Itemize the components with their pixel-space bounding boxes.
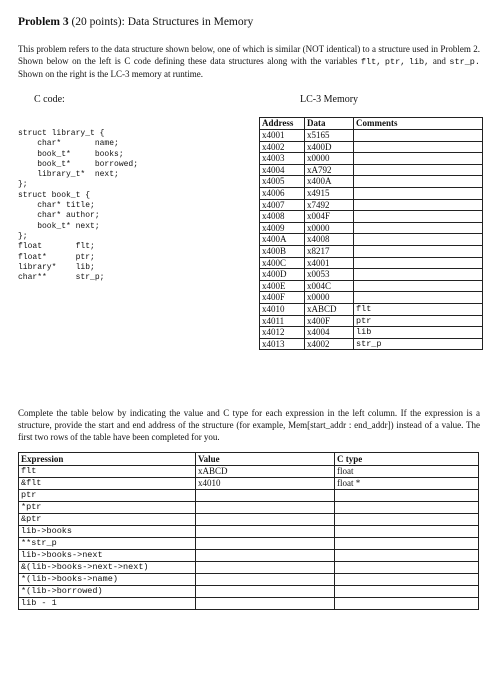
memory-data-cell: x0000: [305, 292, 354, 304]
expression-row: [19, 598, 479, 610]
memory-row: [260, 234, 483, 246]
memory-row: [260, 164, 483, 176]
memory-data-cell: x4915: [305, 187, 354, 199]
problem-points: (20 points):: [71, 16, 125, 28]
memory-comment-cell: [354, 176, 483, 188]
ctype-cell[interactable]: [335, 502, 479, 514]
memory-row: [260, 245, 483, 257]
memory-address-cell: x4008: [260, 211, 305, 223]
ctype-cell[interactable]: [335, 526, 479, 538]
memory-header-row: [260, 118, 483, 130]
code-line: struct library_t {: [18, 129, 105, 138]
memory-comment-cell: [354, 234, 483, 246]
instructions-paragraph: Complete the table below by indicating the value and C type for each expression in the left column. If the expression is a structure, provide the start and end address of the structure (for example, Mem[start_addr : end_addr]) instead of a value. The first two rows of the table have been completed for you.: [18, 408, 480, 442]
memory-data-cell: x0000: [305, 153, 354, 165]
memory-address-cell: x4009: [260, 222, 305, 234]
memory-comment-cell: [354, 280, 483, 292]
memory-header-data: Data: [305, 118, 354, 130]
expression-cell: **str_p: [19, 538, 196, 550]
memory-comment-cell: [354, 245, 483, 257]
memory-row: [260, 211, 483, 223]
memory-address-cell: x4002: [260, 141, 305, 153]
expression-cell: *(lib->borrowed): [19, 586, 196, 598]
memory-comment-cell: [354, 187, 483, 199]
memory-address-cell: x400B: [260, 245, 305, 257]
ctype-cell[interactable]: [335, 586, 479, 598]
ctype-header: C type: [335, 453, 479, 466]
memory-data-cell: x0000: [305, 222, 354, 234]
memory-data-cell: x400F: [305, 315, 354, 327]
expression-row: [19, 514, 479, 526]
expression-cell: *ptr: [19, 502, 196, 514]
memory-data-cell: x4001: [305, 257, 354, 269]
memory-row: [260, 187, 483, 199]
code-line: char* title;: [18, 201, 95, 211]
code-line: float* ptr;: [18, 252, 95, 262]
memory-data-cell: x7492: [305, 199, 354, 211]
value-cell[interactable]: [196, 526, 335, 538]
expression-cell: lib - 1: [19, 598, 196, 610]
value-cell[interactable]: [196, 586, 335, 598]
problem-number: Problem 3: [18, 16, 69, 28]
ctype-cell[interactable]: [335, 514, 479, 526]
memory-address-cell: x4003: [260, 153, 305, 165]
memory-address-cell: x4001: [260, 130, 305, 142]
expression-cell: &flt: [19, 478, 196, 490]
expression-cell: &ptr: [19, 514, 196, 526]
ctype-cell[interactable]: [335, 538, 479, 550]
var-ptr: ptr,: [384, 57, 406, 67]
memory-data-cell: x4002: [305, 338, 354, 350]
memory-data-cell: x4008: [305, 234, 354, 246]
memory-row: [260, 141, 483, 153]
var-lib: lib,: [408, 57, 430, 67]
memory-data-cell: x4004: [305, 327, 354, 339]
memory-comment-cell: flt: [354, 303, 483, 315]
memory-header-comments: Comments: [354, 118, 483, 130]
memory-comment-cell: [354, 292, 483, 304]
memory-address-cell: x4010: [260, 303, 305, 315]
expression-row: [19, 490, 479, 502]
memory-comment-cell: str_p: [354, 338, 483, 350]
memory-header-address: Address: [260, 118, 305, 130]
intro-and: and: [432, 56, 446, 66]
value-cell[interactable]: [196, 598, 335, 610]
memory-row: [260, 327, 483, 339]
memory-comment-cell: [354, 199, 483, 211]
memory-address-cell: x400C: [260, 257, 305, 269]
expression-row: [19, 538, 479, 550]
code-line: char* author;: [18, 211, 100, 221]
expression-row: [19, 478, 479, 490]
memory-table: [259, 117, 483, 350]
memory-comment-cell: lib: [354, 327, 483, 339]
code-line: book_t* next;: [18, 221, 100, 231]
code-line: float flt;: [18, 242, 95, 252]
memory-row: [260, 303, 483, 315]
code-line: library* lib;: [18, 262, 95, 272]
memory-data-cell: x400D: [305, 141, 354, 153]
value-cell[interactable]: [196, 550, 335, 562]
memory-data-cell: xA792: [305, 164, 354, 176]
value-cell[interactable]: [196, 514, 335, 526]
memory-address-cell: x400A: [260, 234, 305, 246]
ctype-cell[interactable]: [335, 562, 479, 574]
expression-cell: ptr: [19, 490, 196, 502]
expression-row: [19, 466, 479, 478]
memory-row: [260, 153, 483, 165]
expression-table: [18, 452, 479, 610]
expression-row: [19, 550, 479, 562]
expression-row: [19, 502, 479, 514]
expression-cell: &(lib->books->next->next): [19, 562, 196, 574]
memory-data-cell: x8217: [305, 245, 354, 257]
expression-cell: lib->books->next: [19, 550, 196, 562]
expression-row: [19, 526, 479, 538]
expression-row: [19, 586, 479, 598]
ctype-cell[interactable]: [335, 598, 479, 610]
memory-row: [260, 199, 483, 211]
memory-row: [260, 269, 483, 281]
memory-row: [260, 315, 483, 327]
memory-address-cell: x400E: [260, 280, 305, 292]
code-line: };: [18, 231, 28, 241]
ctype-cell[interactable]: float: [335, 466, 479, 478]
intro-text-end: Shown on the right is the LC-3 memory at runtime.: [18, 69, 203, 79]
code-line: struct book_t {: [18, 190, 91, 200]
memory-row: [260, 338, 483, 350]
code-line: library_t* next;: [18, 170, 119, 180]
memory-comment-cell: [354, 153, 483, 165]
memory-data-cell: x004F: [305, 211, 354, 223]
c-code-block: [18, 129, 138, 283]
memory-data-cell: x400A: [305, 176, 354, 188]
memory-row: [260, 292, 483, 304]
value-cell[interactable]: xABCD: [196, 466, 335, 478]
var-flt: flt,: [360, 57, 382, 67]
memory-row: [260, 130, 483, 142]
var-str-p: str_p.: [449, 57, 480, 67]
code-line: };: [18, 180, 28, 190]
memory-comment-cell: ptr: [354, 315, 483, 327]
expression-row: [19, 574, 479, 586]
problem-title: Data Structures in Memory: [127, 16, 254, 28]
memory-row: [260, 257, 483, 269]
expression-header-row: [19, 453, 479, 466]
memory-address-cell: x4004: [260, 164, 305, 176]
memory-row: [260, 176, 483, 188]
intro-paragraph: [18, 43, 480, 80]
expression-cell: *(lib->books->name): [19, 574, 196, 586]
ctype-cell[interactable]: [335, 490, 479, 502]
memory-comment-cell: [354, 164, 483, 176]
memory-address-cell: x4007: [260, 199, 305, 211]
memory-data-cell: x0053: [305, 269, 354, 281]
memory-address-cell: x4011: [260, 315, 305, 327]
memory-address-cell: x400D: [260, 269, 305, 281]
memory-data-cell: xABCD: [305, 303, 354, 315]
code-line: char* name;: [18, 139, 119, 149]
memory-address-cell: x4013: [260, 338, 305, 350]
memory-data-cell: x5165: [305, 130, 354, 142]
memory-row: [260, 280, 483, 292]
value-cell[interactable]: [196, 574, 335, 586]
value-header: Value: [196, 453, 335, 466]
intro-text: This problem refers to the data structure shown below, one of which is similar (NOT identical) to a structure used in Problem 2. Shown below on the left is C code defining these data structures along with the variables: [18, 44, 480, 66]
memory-row: [260, 222, 483, 234]
ctype-cell[interactable]: [335, 550, 479, 562]
expression-cell: lib->books: [19, 526, 196, 538]
memory-comment-cell: [354, 257, 483, 269]
expression-cell: flt: [19, 466, 196, 478]
expression-header: Expression: [19, 453, 196, 466]
memory-comment-cell: [354, 130, 483, 142]
memory-comment-cell: [354, 211, 483, 223]
value-cell[interactable]: [196, 562, 335, 574]
memory-address-cell: x4006: [260, 187, 305, 199]
value-cell[interactable]: x4010: [196, 478, 335, 490]
ctype-cell[interactable]: [335, 574, 479, 586]
memory-address-cell: x4012: [260, 327, 305, 339]
expression-row: [19, 562, 479, 574]
memory-data-cell: x004C: [305, 280, 354, 292]
ctype-cell[interactable]: float *: [335, 478, 479, 490]
problem-heading: [18, 16, 253, 28]
code-line: book_t* books;: [18, 149, 124, 159]
value-cell[interactable]: [196, 538, 335, 550]
memory-address-cell: x400F: [260, 292, 305, 304]
memory-address-cell: x4005: [260, 176, 305, 188]
c-code-label: C code:: [34, 94, 65, 105]
memory-comment-cell: [354, 222, 483, 234]
code-line: book_t* borrowed;: [18, 159, 139, 169]
memory-label: LC-3 Memory: [300, 94, 359, 105]
memory-comment-cell: [354, 141, 483, 153]
memory-comment-cell: [354, 269, 483, 281]
value-cell[interactable]: [196, 490, 335, 502]
value-cell[interactable]: [196, 502, 335, 514]
code-line: char** str_p;: [18, 273, 105, 283]
